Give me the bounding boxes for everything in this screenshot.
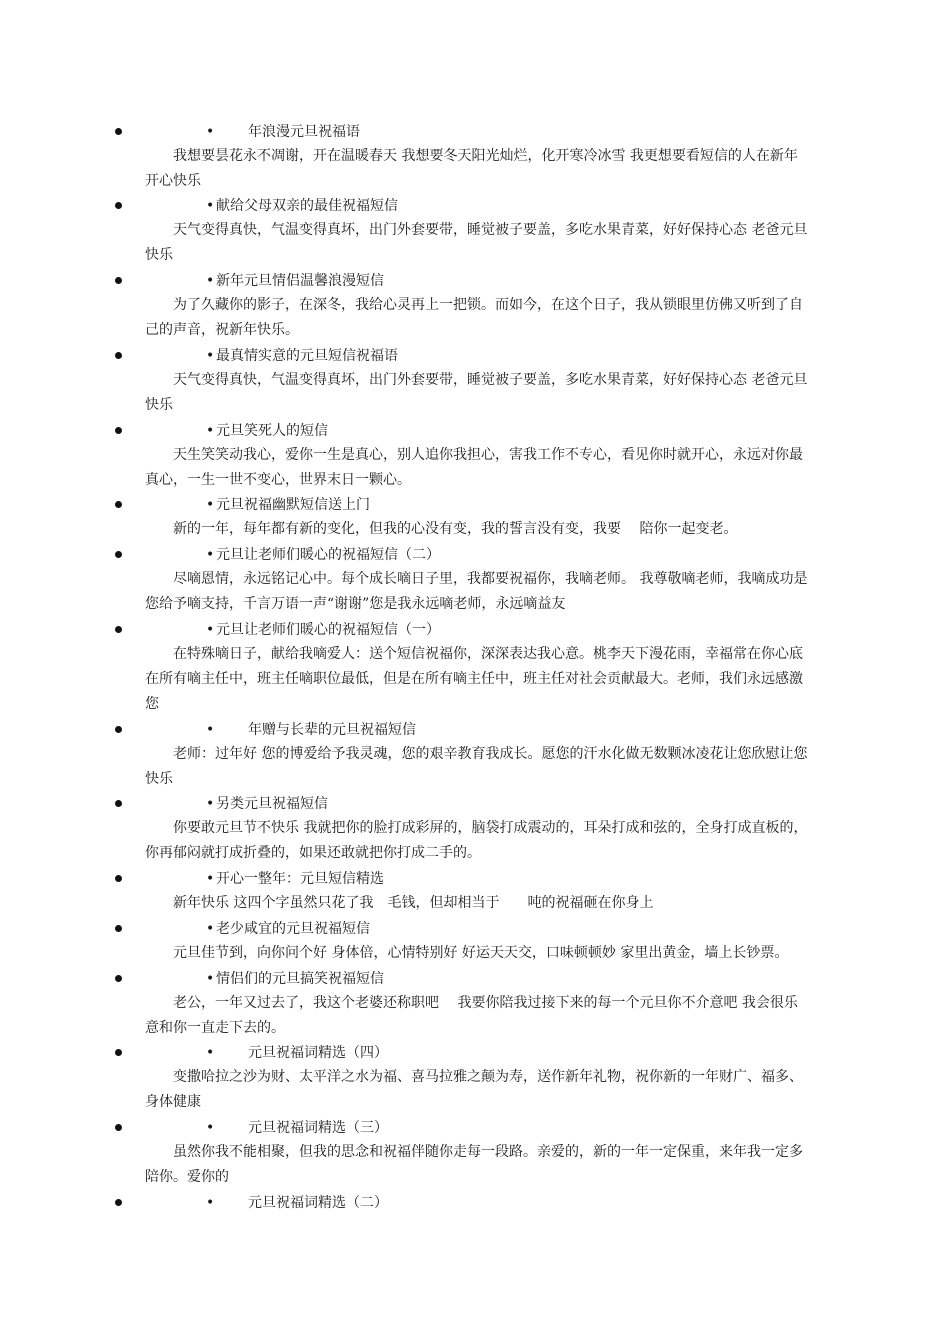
entry-body: 尽嘀恩情，永远铭记心中。每个成长嘀日子里，我都要祝福你，我嘀老师。 我尊敬嘀老师，我嘀成功是您给予嘀支持，千言万语一声“谢谢”您是我永远嘀老师，永远嘀益友 (145, 571, 808, 612)
sub-bullet-icon: • (206, 198, 215, 214)
entry-title: 年浪漫元旦祝福语 (248, 124, 360, 140)
sub-bullet-icon: • (206, 871, 215, 887)
entry-body: 新年快乐 这四个字虽然只花了我 毛钱，但却相当于 吨的祝福砸在你身上 (173, 895, 654, 911)
entry-title: 元旦笑死人的短信 (216, 423, 328, 439)
bullet-icon (115, 1124, 122, 1131)
bullet-icon (115, 975, 122, 982)
bullet-icon (115, 875, 122, 882)
entry-body: 为了久藏你的影子，在深冬，我给心灵再上一把锁。而如今，在这个日子，我从锁眼里仿佛又听到了自己的声音，祝新年快乐。 (145, 297, 803, 338)
entry-body: 新的一年，每年都有新的变化，但我的心没有变，我的誓言没有变，我要 陪你一起变老。 (173, 521, 738, 537)
bullet-icon (115, 427, 122, 434)
sub-bullet-icon: • (206, 1120, 215, 1136)
sub-bullet-icon: • (206, 124, 215, 140)
sub-bullet-icon: • (206, 1045, 215, 1061)
sub-bullet-icon: • (206, 1195, 215, 1211)
entry-title: 元旦祝福词精选（三） (248, 1120, 388, 1136)
entry-body: 老公，一年又过去了，我这个老婆还称职吧 我要你陪我过接下来的每一个元旦你不介意吧 我会很乐意和你一直走下去的。 (145, 995, 798, 1036)
entry-body: 元旦佳节到，向你问个好 身体倍，心情特别好 好运天天交，口味顿顿妙 家里出黄金，墙上长钞票。 (173, 945, 789, 961)
entry-body: 天生笑笑动我心，爱你一生是真心，别人追你我担心，害我工作不专心，看见你时就开心，永远对你最真心，一生一世不变心，世界末日一颗心。 (145, 447, 803, 488)
bullet-icon (115, 1199, 122, 1206)
bullet-icon (115, 128, 122, 135)
entry-title: 献给父母双亲的最佳祝福短信 (216, 198, 398, 214)
bullet-icon (115, 551, 122, 558)
sub-bullet-icon: • (206, 796, 215, 812)
entry-body: 在特殊嘀日子，献给我嘀爱人：送个短信祝福你，深深表达我心意。桃李天下漫花雨，幸福常在你心底 在所有嘀主任中，班主任嘀职位最低，但是在所有嘀主任中，班主任对社会贡献最大。老师，我们永远感激您 (145, 646, 817, 712)
bullet-icon (115, 277, 122, 284)
sub-bullet-icon: • (206, 423, 215, 439)
entry-body: 天气变得真快，气温变得真坏，出门外套要带，睡觉被子要盖，多吃水果青菜，好好保持心态 老爸元旦快乐 (145, 222, 808, 263)
bullet-icon (115, 925, 122, 932)
entry-title: 元旦祝福词精选（二） (248, 1195, 388, 1211)
entry-title: 新年元旦情侣温馨浪漫短信 (216, 273, 384, 289)
bullet-icon (115, 202, 122, 209)
sub-bullet-icon: • (206, 921, 215, 937)
sub-bullet-icon: • (206, 971, 215, 987)
entry-body: 变撒哈拉之沙为财、太平洋之水为福、喜马拉雅之颠为寿，送作新年礼物，祝你新的一年财广、福多、身体健康 (145, 1069, 803, 1110)
entry-body: 我想要昙花永不凋谢，开在温暖春天 我想要冬天阳光灿烂，化开寒冷冰雪 我更想要看短信的人在新年开心快乐 (145, 148, 798, 189)
entry-title: 老少咸宜的元旦祝福短信 (216, 921, 370, 937)
entry-title: 元旦祝福词精选（四） (248, 1045, 388, 1061)
bullet-icon (115, 800, 122, 807)
entry-title: 情侣们的元旦搞笑祝福短信 (216, 971, 384, 987)
bullet-icon (115, 626, 122, 633)
entry-title: 元旦祝福幽默短信送上门 (216, 497, 370, 513)
sub-bullet-icon: • (206, 348, 215, 364)
entry-title: 另类元旦祝福短信 (216, 796, 328, 812)
sub-bullet-icon: • (206, 547, 215, 563)
bullet-icon (115, 501, 122, 508)
entry-body: 老师：过年好 您的博爱给予我灵魂，您的艰辛教育我成长。愿您的汗水化做无数颗冰凌花让您欣慰让您快乐 (145, 746, 808, 787)
entry-title: 年赠与长辈的元旦祝福短信 (248, 722, 416, 738)
entry-title: 元旦让老师们暖心的祝福短信（一） (216, 622, 440, 638)
entry-title: 元旦让老师们暖心的祝福短信（二） (216, 547, 440, 563)
entry-title: 最真情实意的元旦短信祝福语 (216, 348, 398, 364)
bullet-icon (115, 1049, 122, 1056)
sub-bullet-icon: • (206, 497, 215, 513)
sub-bullet-icon: • (206, 722, 215, 738)
sub-bullet-icon: • (206, 622, 215, 638)
sub-bullet-icon: • (206, 273, 215, 289)
bullet-icon (115, 726, 122, 733)
bullet-icon (115, 352, 122, 359)
entry-body: 天气变得真快，气温变得真坏，出门外套要带，睡觉被子要盖，多吃水果青菜，好好保持心态 老爸元旦快乐 (145, 372, 808, 413)
entry-title: 开心一整年：元旦短信精选 (216, 871, 384, 887)
entry-body: 你要敢元旦节不快乐 我就把你的脸打成彩屏的，脑袋打成震动的，耳朵打成和弦的，全身打成直板的，你再郁闷就打成折叠的，如果还敢就把你打成二手的。 (145, 820, 808, 861)
entry-body: 虽然你我不能相聚，但我的思念和祝福伴随你走每一段路。亲爱的，新的一年一定保重，来年我一定多陪你。爱你的 (145, 1144, 803, 1185)
